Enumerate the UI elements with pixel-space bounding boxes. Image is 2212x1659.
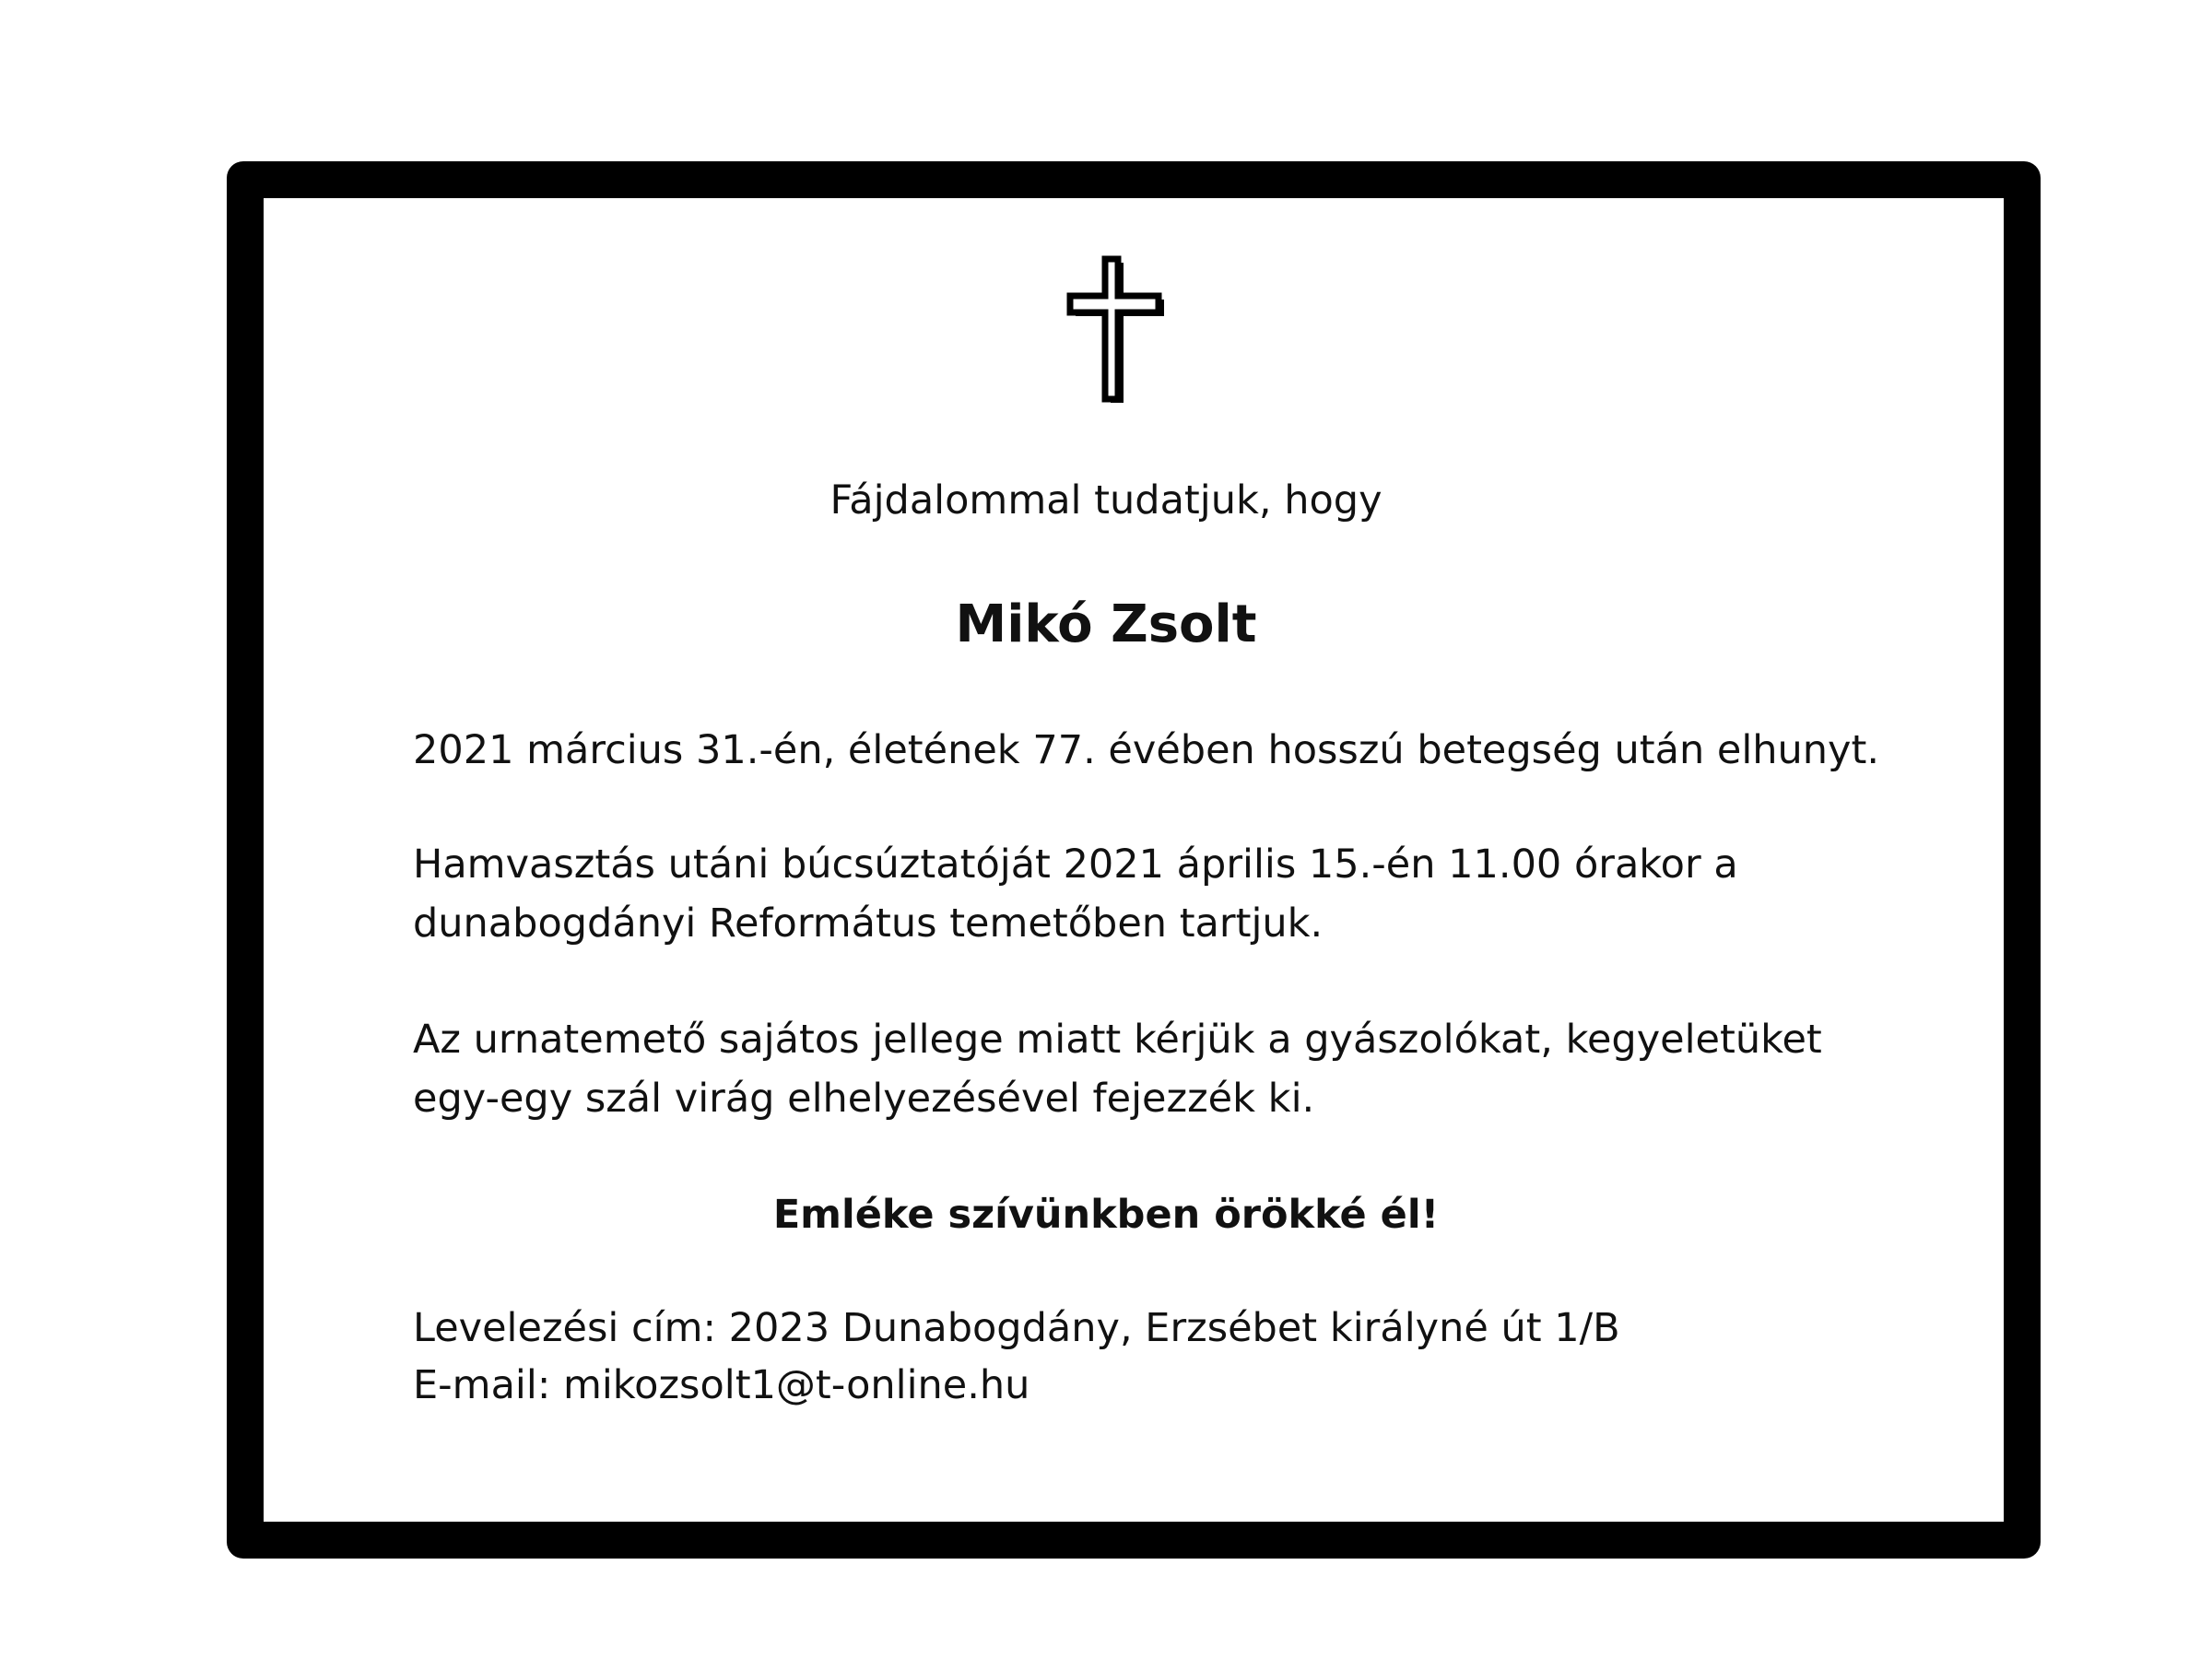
deceased-name: Mikó Zsolt (955, 594, 1257, 654)
contact-address: Levelezési cím: 2023 Dunabogdány, Erzsébet királyné út 1/B (413, 1305, 1620, 1351)
service-paragraph (413, 835, 1851, 953)
cross-icon (1063, 252, 1170, 406)
contact-email: E-mail: mikozsolt1@t-online.hu (413, 1362, 1030, 1408)
request-line-1: Az urnatemető sajátos jellege miatt kérjük a gyászolókat, kegyeletüket (413, 1017, 1822, 1063)
contact-block (413, 1300, 1851, 1414)
death-line: 2021 március 31.-én, életének 77. évében hosszú betegség után elhunyt. (413, 727, 1880, 773)
intro-text: Fájdalommal tudatjuk, hogy (830, 477, 1382, 524)
request-paragraph (413, 1010, 1851, 1128)
service-line-1: Hamvasztás utáni búcsúztatóját 2021 április 15.-én 11.00 órakor a (413, 841, 1738, 888)
request-line-2: egy-egy szál virág elhelyezésével fejezzék ki. (413, 1076, 1315, 1122)
death-paragraph (413, 721, 1880, 780)
farewell-text: Emléke szívünkben örökké él! (772, 1192, 1440, 1238)
service-line-2: dunabogdányi Református temetőben tartjuk. (413, 900, 1324, 947)
